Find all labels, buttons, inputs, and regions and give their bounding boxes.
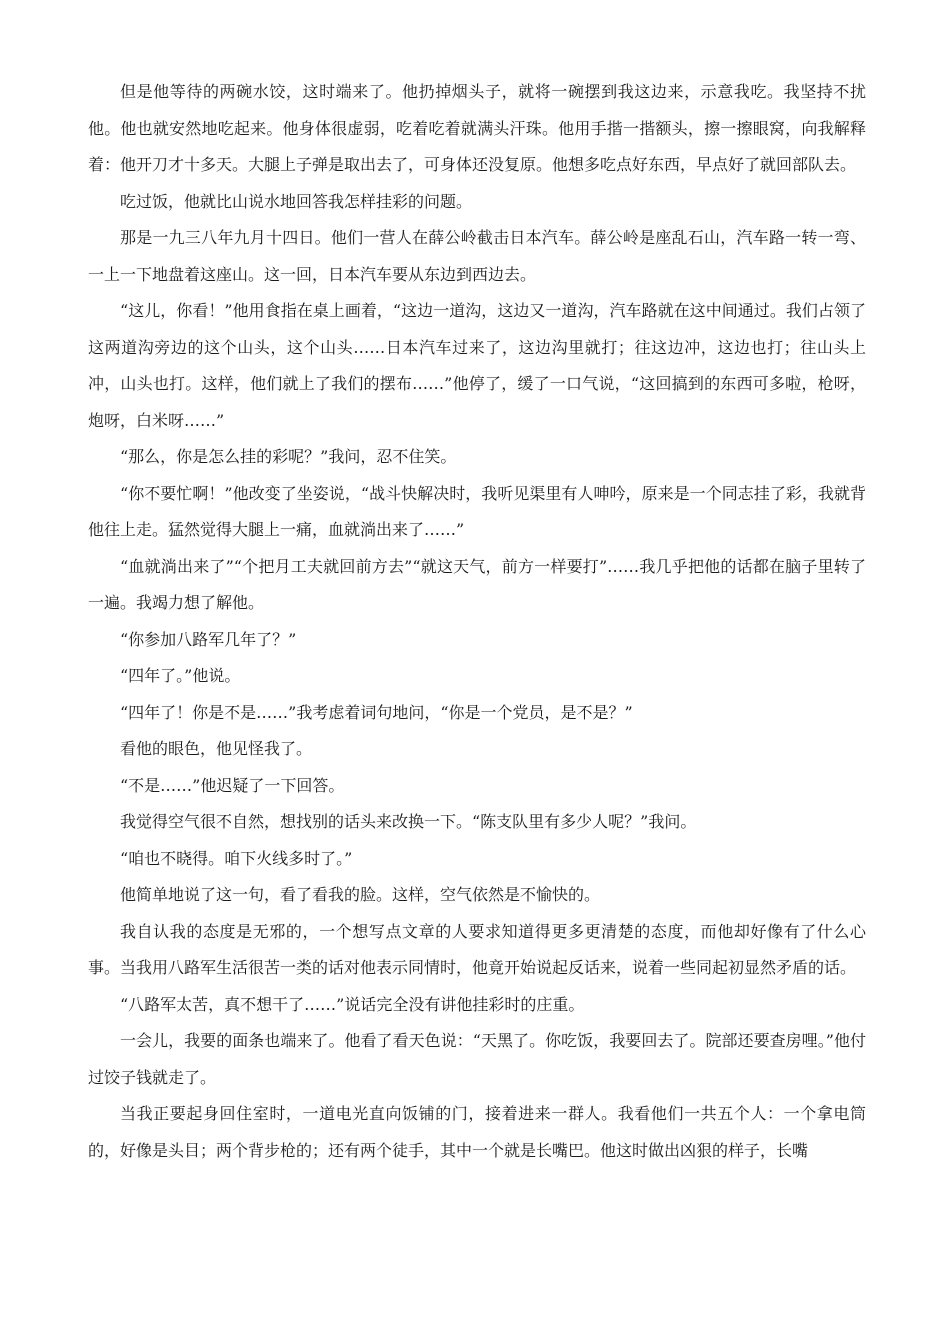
paragraph: 那是一九三八年九月十四日。他们一营人在薛公岭截击日本汽车。薛公岭是座乱石山，汽车路一转一弯、一上一下地盘着这座山。这一回，日本汽车要从东边到西边去。 [88, 228, 866, 284]
paragraph: “这儿，你看！”他用食指在桌上画着，“这边一道沟，这边又一道沟，汽车路就在这中间通过。我们占领了这两道沟旁边的这个山头，这个山头……日本汽车过来了，这边沟里就打；往这边冲，这边也打；往山头上冲，山头也打。这样，他们就上了我们的摆布……”他停了，缓了一口气说，“这回搞到的东西可多啦，枪呀，炮呀，白米呀……” [88, 301, 866, 430]
paragraph: “四年了！你是不是……”我考虑着词句地问，“你是一个党员，是不是？” [120, 702, 633, 722]
paragraph: 但是他等待的两碗水饺，这时端来了。他扔掉烟头子，就将一碗摆到我这边来，示意我吃。我坚持不扰他。他也就安然地吃起来。他身体很虚弱，吃着吃着就满头汗珠。他用手揩一揩额头，擦一擦眼窝，向我解释着：他开刀才十多天。大腿上子弹是取出去了，可身体还没复原。他想多吃点好东西，早点好了就回部队去。 [88, 82, 866, 174]
paragraph: 吃过饭，他就比山说水地回答我怎样挂彩的问题。 [120, 191, 473, 211]
paragraph: “你参加八路军几年了？” [120, 629, 297, 649]
paragraph: “你不要忙啊！”他改变了坐姿说，“战斗快解决时，我听见渠里有人呻吟，原来是一个同志挂了彩，我就背他往上走。猛然觉得大腿上一痛，血就淌出来了……” [88, 483, 866, 539]
paragraph: “咱也不晓得。咱下火线多时了。” [120, 848, 353, 868]
paragraph: “那么，你是怎么挂的彩呢？”我问，忍不住笑。 [120, 447, 457, 466]
paragraph: “八路军太苦，真不想干了……”说话完全没有讲他挂彩时的庄重。 [120, 994, 585, 1014]
paragraph: 一会儿，我要的面条也端来了。他看了看天色说：“天黑了。你吃饭，我要回去了。院部还要查房哩。”他付过饺子钱就走了。 [88, 1031, 866, 1087]
paragraph: 我自认我的态度是无邪的，一个想写点文章的人要求知道得更多更清楚的态度，而他却好像有了什么心事。当我用八路军生活很苦一类的话对他表示同情时，他竟开始说起反话来，说着一些同起初显然矛盾的话。 [88, 921, 866, 977]
paragraph: “四年了。”他说。 [120, 666, 241, 685]
paragraph: 当我正要起身回住室时，一道电光直向饭铺的门，接着进来一群人。我看他们一共五个人：一个拿电筒的，好像是头目；两个背步枪的；还有两个徒手，其中一个就是长嘴巴。他这时做出凶狠的样子，长嘴 [88, 1104, 866, 1160]
paragraph: “血就淌出来了”“个把月工夫就回前方去”“就这天气，前方一样要打”……我几乎把他的话都在脑子里转了一遍。我竭力想了解他。 [88, 556, 866, 612]
paragraph: 我觉得空气很不自然，想找别的话头来改换一下。“陈支队里有多少人呢？”我问。 [120, 812, 697, 831]
paragraph: “不是……”他迟疑了一下回答。 [120, 775, 345, 795]
paragraph: 看他的眼色，他见怪我了。 [120, 739, 313, 758]
paragraph: 他简单地说了这一句，看了看我的脸。这样，空气依然是不愉快的。 [120, 885, 601, 904]
document-page [88, 74, 866, 1169]
